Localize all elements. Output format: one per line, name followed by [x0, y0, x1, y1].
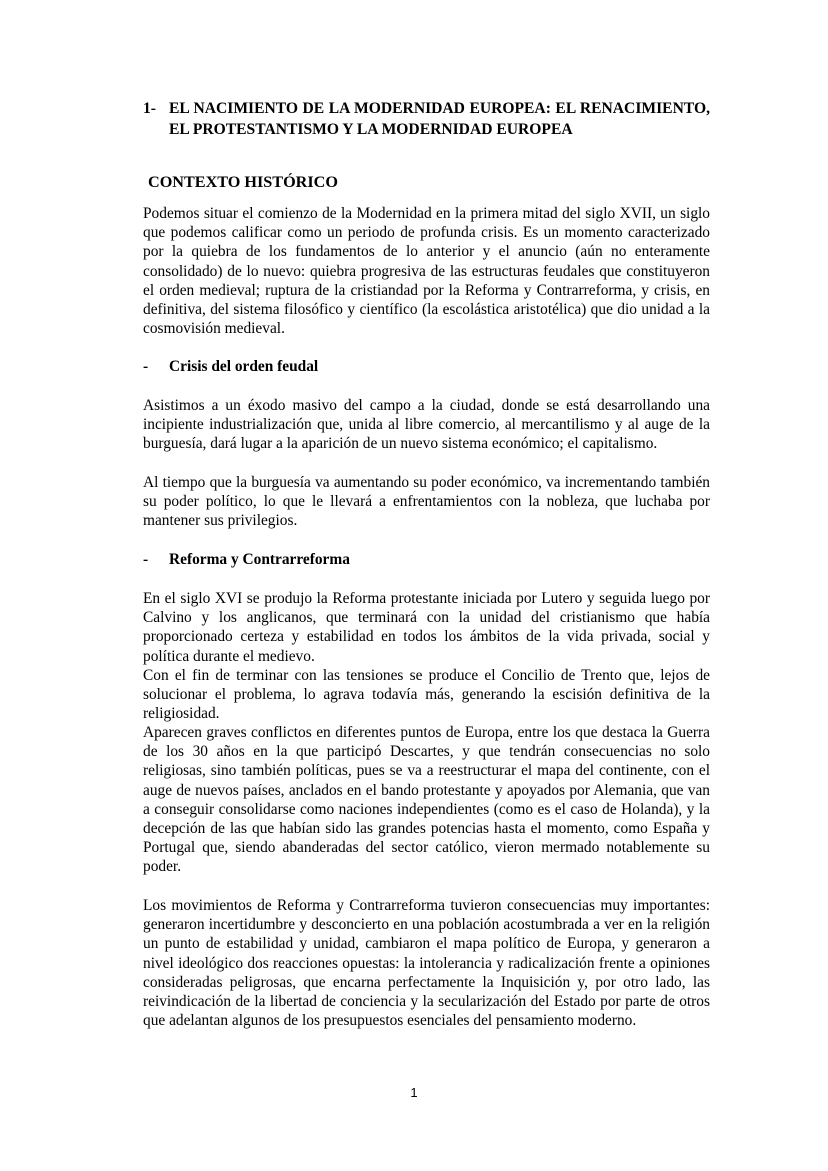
title-number: 1- — [143, 100, 156, 117]
page-number: 1 — [410, 1085, 418, 1100]
paragraph: En el siglo XVI se produjo la Reforma protestante iniciada por Lutero y seguida luego por Calvino y los anglicanos, que terminará con la unidad del cristianismo que había proporcionado certeza y estabilidad en todos los ámbitos de la vida privada, social y política durante el medievo. — [143, 590, 710, 665]
paragraph: Al tiempo que la burguesía va aumentando su poder económico, va incrementando también su poder político, lo que le llevará a enfrentamientos con la nobleza, que luchaba por mantener sus privilegios. — [143, 474, 710, 530]
section-bullet: - — [143, 358, 149, 375]
document-title: EL NACIMIENTO DE LA MODERNIDAD EUROPEA: EL RENACIMIENTO, EL PROTESTANTISMO Y LA MODERNIDAD EUROPEA — [169, 100, 710, 138]
paragraph: Aparecen graves conflictos en diferentes puntos de Europa, entre los que destaca la Guerra de los 30 años en la que participó Descartes, y que tendrán consecuencias no solo religiosas, sino también políticas, pues se va a reestructurar el mapa del continente, con el auge de nuevos países, anclados en el bando protestante y apoyados por Alemania, que van a conseguir consolidarse como naciones independientes (como es el caso de Holanda), y la decepción de las que habían sido las grandes potencias hasta el momento, como España y Portugal que, siendo abanderadas del sector católico, vieron mermado notablemente su poder. — [143, 724, 710, 876]
paragraph: Con el fin de terminar con las tensiones se produce el Concilio de Trento que, lejos de solucionar el problema, lo agrava todavía más, generando la escisión definitiva de la religiosidad. — [143, 667, 710, 723]
section-title-crisis: Crisis del orden feudal — [169, 358, 319, 375]
section-heading-contexto: CONTEXTO HISTÓRICO — [148, 173, 338, 191]
section-bullet: - — [143, 551, 149, 568]
section-title-reforma: Reforma y Contrarreforma — [169, 551, 350, 568]
intro-paragraph: Podemos situar el comienzo de la Modernidad en la primera mitad del siglo XVII, un siglo que podemos calificar como un periodo de profunda crisis. Es un momento caracterizado por la quiebra de los fundamentos de lo anterior y el anuncio (aún no enteramente consolidado) de lo nuevo: quiebra progresiva de las estructuras feudales que constituyeron el orden medieval; ruptura de la cristiandad por la Reforma y Contrarreforma, y crisis, en definitiva, del sistema filosófico y científico (la escolástica aristotélica) que dio unidad a la cosmovisión medieval. — [143, 205, 710, 338]
paragraph: Asistimos a un éxodo masivo del campo a la ciudad, donde se está desarrollando una incipiente industrialización que, unida al libre comercio, al mercantilismo y al auge de la burguesía, dará lugar a la aparición de un nuevo sistema económico; el capitalismo. — [143, 397, 710, 453]
paragraph: Los movimientos de Reforma y Contrarreforma tuvieron consecuencias muy importantes: generaron incertidumbre y desconcierto en una población acostumbrada a ver en la religión un punto de estabilidad y unidad, cambiaron el mapa político de Europa, y generaron a nivel ideológico dos reacciones opuestas: la intolerancia y radicalización frente a opiniones consideradas peligrosas, que encarna perfectamente la Inquisición y, por otro lado, las reivindicación de la libertad de conciencia y la secularización del Estado por parte de otros que adelantan algunos de los presupuestos esenciales del pensamiento moderno. — [143, 897, 710, 1030]
